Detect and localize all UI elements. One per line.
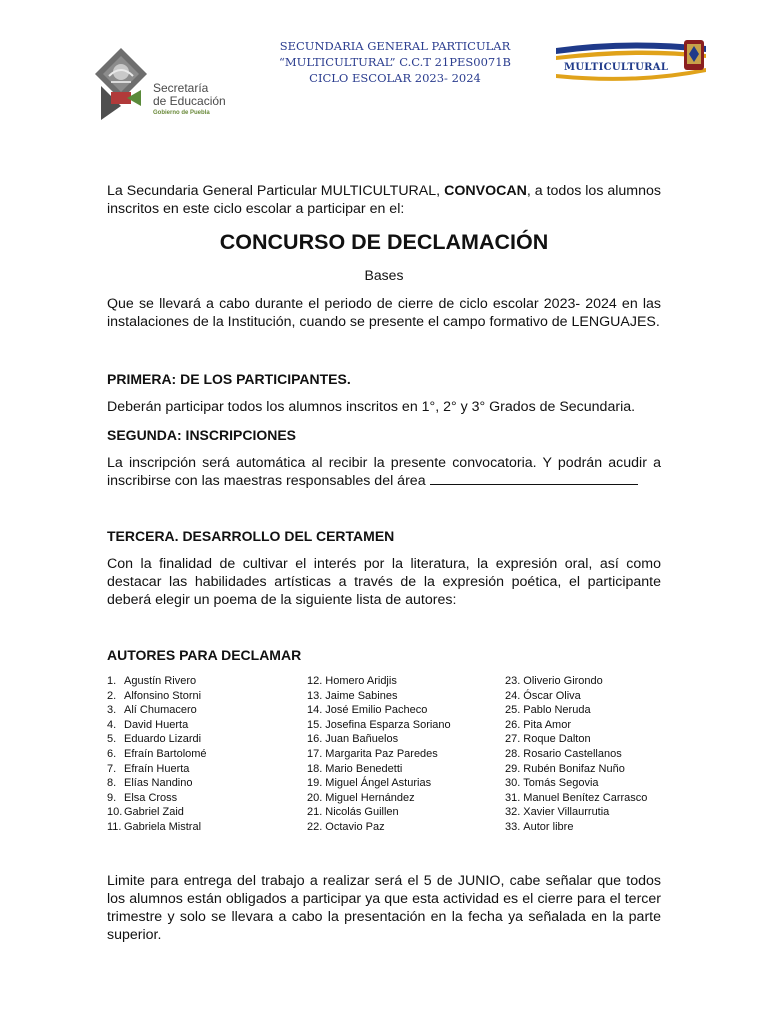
author-name: Elsa Cross <box>124 791 178 804</box>
author-item <box>107 776 207 791</box>
author-number: 28. <box>505 747 521 760</box>
authors-column-3 <box>505 674 647 835</box>
author-number: 7. <box>107 762 117 775</box>
author-number: 31. <box>505 791 521 804</box>
author-item <box>107 718 207 733</box>
bases-subtitle: Bases <box>364 267 404 283</box>
author-number: 1. <box>107 675 117 687</box>
author-number: 29. <box>505 762 521 775</box>
author-item <box>107 732 207 747</box>
author-number: 9. <box>107 791 117 804</box>
author-name: Roque Dalton <box>523 733 591 746</box>
author-number: 30. <box>505 777 521 790</box>
authors-title: AUTORES PARA DECLAMAR <box>107 647 302 663</box>
author-item <box>307 820 451 835</box>
author-item <box>505 703 647 718</box>
section-segunda-text <box>107 454 661 490</box>
author-item <box>505 718 647 733</box>
author-name: Mario Benedetti <box>325 762 403 775</box>
author-number: 14. <box>307 704 323 717</box>
author-name: Manuel Benítez Carrasco <box>523 791 648 804</box>
author-name: Jaime Sabines <box>325 689 398 702</box>
author-name: Agustín Rivero <box>124 675 197 687</box>
author-name: Alí Chumacero <box>124 704 197 717</box>
author-name: Nicolás Guillen <box>325 806 399 819</box>
school-logo <box>556 38 716 82</box>
author-number: 8. <box>107 777 117 790</box>
author-name: Tomás Segovia <box>523 777 599 790</box>
author-number: 27. <box>505 733 521 746</box>
author-number: 25. <box>505 704 521 717</box>
author-item <box>307 762 451 777</box>
school-cycle-line: CICLO ESCOLAR 2023- 2024 <box>309 71 481 85</box>
author-name: José Emilio Pacheco <box>325 704 428 717</box>
author-number: 22. <box>307 820 323 833</box>
author-item <box>107 703 207 718</box>
author-number: 24. <box>505 689 521 702</box>
author-item <box>505 732 647 747</box>
author-name: Elías Nandino <box>124 777 193 790</box>
section-primera-text: Deberán participar todos los alumnos inscritos en 1°, 2° y 3° Grados de Secundaria. <box>107 399 636 415</box>
author-name: Xavier Villaurrutia <box>523 806 610 819</box>
author-number: 20. <box>307 791 323 804</box>
school-cct-line: “MULTICULTURAL” C.C.T 21PES0071B <box>279 55 511 69</box>
sep-emblem-icon <box>93 46 149 120</box>
author-item <box>505 689 647 704</box>
author-number: 12. <box>307 675 323 687</box>
author-number: 26. <box>505 718 521 731</box>
section-tercera-text: Con la finalidad de cultivar el interés por la literatura, la expresión oral, así como destacar las habilidades artísticas a través de la expresión poética, el participante deberá elegir un poema de la siguiente lista de autores: <box>107 556 661 608</box>
author-number: 10. <box>107 806 123 819</box>
author-item <box>505 776 647 791</box>
author-number: 3. <box>107 704 117 717</box>
school-heading <box>250 38 540 86</box>
segunda-text: La inscripción será automática al recibir la presente convocatoria. Y podrán acudir a inscribirse con las maestras responsables del área <box>107 455 661 489</box>
author-name: Octavio Paz <box>325 820 385 833</box>
intro-bold: CONVOCAN <box>444 183 527 199</box>
blank-line <box>430 472 638 485</box>
author-item <box>307 689 451 704</box>
author-name: Autor libre <box>523 820 574 833</box>
author-name: Oliverio Girondo <box>523 675 603 687</box>
author-item <box>307 791 451 806</box>
author-number: 18. <box>307 762 323 775</box>
section-tercera-title: TERCERA. DESARROLLO DEL CERTAMEN <box>107 528 395 544</box>
sep-subtitle: Gobierno de Puebla <box>153 110 210 116</box>
author-number: 4. <box>107 718 117 731</box>
author-name: Efraín Bartolomé <box>124 747 207 760</box>
author-name: David Huerta <box>124 718 189 731</box>
author-name: Óscar Oliva <box>523 689 581 702</box>
author-item <box>505 747 647 762</box>
intro-paragraph <box>107 182 661 218</box>
author-number: 11. <box>107 820 122 833</box>
author-number: 17. <box>307 747 323 760</box>
author-name: Josefina Esparza Soriano <box>325 718 451 731</box>
author-name: Alfonsino Storni <box>124 689 202 702</box>
author-number: 19. <box>307 777 323 790</box>
sep-name-line1: Secretaría <box>153 81 209 95</box>
author-name: Homero Aridjis <box>325 675 397 687</box>
author-name: Gabriel Zaid <box>124 806 184 819</box>
author-item <box>307 703 451 718</box>
author-number: 15. <box>307 718 323 731</box>
author-item <box>107 791 207 806</box>
authors-column-2 <box>307 674 451 835</box>
author-name: Eduardo Lizardi <box>124 733 202 746</box>
author-item <box>505 791 647 806</box>
author-item <box>307 747 451 762</box>
authors-column-1 <box>107 674 207 835</box>
author-name: Juan Bañuelos <box>325 733 399 746</box>
intro-text: La Secundaria General Particular MULTICULTURAL, <box>107 183 445 199</box>
author-name: Miguel Hernández <box>325 791 415 804</box>
author-item <box>107 805 207 820</box>
author-number: 23. <box>505 675 521 687</box>
author-number: 13. <box>307 689 323 702</box>
author-item <box>107 820 207 835</box>
author-item <box>107 747 207 762</box>
author-number: 16. <box>307 733 323 746</box>
closing-paragraph: Limite para entrega del trabajo a realizar será el 5 de JUNIO, cabe señalar que todos los alumnos están obligados a participar ya que esta actividad es el cierre para el tercer trimestre y solo se llevara a cabo la presentación en la fecha ya señalada en la parte superior. <box>107 873 661 943</box>
sep-name <box>153 82 226 108</box>
author-name: Gabriela Mistral <box>124 820 202 833</box>
author-name: Rosario Castellanos <box>523 747 622 760</box>
author-name: Pablo Neruda <box>523 704 591 717</box>
section-segunda-title: SEGUNDA: INSCRIPCIONES <box>107 427 297 443</box>
author-name: Miguel Ángel Asturias <box>325 777 432 790</box>
sep-name-line2: de Educación <box>153 94 226 108</box>
author-item <box>307 718 451 733</box>
author-name: Pita Amor <box>523 718 571 731</box>
author-item <box>505 762 647 777</box>
description-paragraph: Que se llevará a cabo durante el periodo de cierre de ciclo escolar 2023- 2024 en las instalaciones de la Institución, cuando se presente el campo formativo de LENGUAJES. <box>107 296 661 330</box>
author-item <box>307 776 451 791</box>
school-swoosh-icon <box>556 38 716 82</box>
contest-title: CONCURSO DE DECLAMACIÓN <box>219 230 549 254</box>
author-item <box>505 805 647 820</box>
author-number: 33. <box>505 820 521 833</box>
authors-list <box>107 674 667 834</box>
author-item <box>107 689 207 704</box>
author-item <box>505 674 647 689</box>
author-item <box>307 732 451 747</box>
author-item <box>307 805 451 820</box>
author-name: Rubén Bonifaz Nuño <box>523 762 625 775</box>
sep-logo <box>93 46 243 122</box>
author-number: 5. <box>107 733 117 746</box>
author-item <box>107 762 207 777</box>
school-logo-text: MULTICULTURAL <box>564 62 669 73</box>
intro-text-end: , a todos los alumnos inscritos en este ciclo escolar a participar en el: <box>107 183 662 217</box>
author-item <box>505 820 647 835</box>
author-name: Margarita Paz Paredes <box>325 747 438 760</box>
author-number: 6. <box>107 747 117 760</box>
author-name: Efraín Huerta <box>124 762 190 775</box>
author-item <box>307 674 451 689</box>
school-name-line: SECUNDARIA GENERAL PARTICULAR <box>279 39 511 53</box>
section-primera-title: PRIMERA: DE LOS PARTICIPANTES. <box>107 371 351 387</box>
author-number: 2. <box>107 689 117 702</box>
author-number: 21. <box>307 806 323 819</box>
author-number: 32. <box>505 806 521 819</box>
author-item <box>107 674 207 689</box>
